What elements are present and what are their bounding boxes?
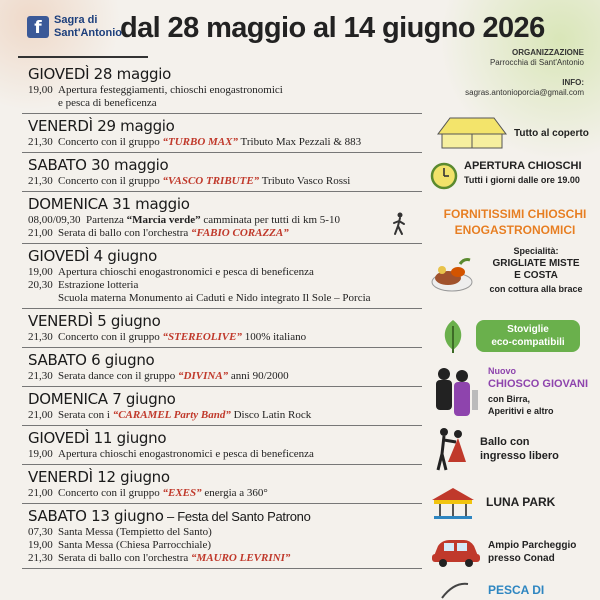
performer-name: “CARAMEL Party Band” xyxy=(112,409,231,421)
event-text: Tributo Vasco Rossi xyxy=(259,175,351,187)
event-time: 19,00 xyxy=(28,84,53,96)
raffle-block xyxy=(430,582,600,600)
eco-line2: eco-compatibili xyxy=(491,337,565,348)
event-line xyxy=(28,279,422,292)
event-text: Tributo Max Pezzali & 883 xyxy=(237,136,362,148)
event-highlight: “Marcia verde” xyxy=(126,214,201,226)
event-row xyxy=(22,348,422,387)
youth-kiosk-block xyxy=(430,366,600,422)
youth-line2: Aperitivi e altro xyxy=(488,406,554,416)
event-text: Concerto con il gruppo xyxy=(58,175,163,187)
kiosk-title: APERTURA CHIOSCHI xyxy=(464,160,582,172)
event-day-extra: – Festa del Santo Patrono xyxy=(163,509,311,524)
event-text: anni 90/2000 xyxy=(228,370,289,382)
event-line xyxy=(28,97,422,110)
specialty-line3: con cottura alla brace xyxy=(489,284,583,294)
page-title: dal 28 maggio al 14 giugno 2026 xyxy=(120,12,545,44)
grill-specialty-block xyxy=(430,246,600,308)
event-description: e pesca di beneficenza xyxy=(58,97,157,109)
event-day-label: DOMENICA 7 giugno xyxy=(28,390,176,408)
car-icon xyxy=(430,534,482,568)
event-row xyxy=(22,426,422,465)
event-time: 21,00 xyxy=(28,409,53,421)
event-time: 19,00 xyxy=(28,448,53,460)
event-text: Concerto con il gruppo xyxy=(58,136,163,148)
event-description: Apertura chioschi enogastronomici e pesca di beneficenza xyxy=(58,448,314,460)
performer-name: “VASCO TRIBUTE” xyxy=(162,175,260,187)
eco-block xyxy=(430,318,600,356)
event-day xyxy=(28,247,422,266)
leaf-icon xyxy=(438,318,468,354)
dance-line2: ingresso libero xyxy=(480,450,559,462)
event-time: 21,00 xyxy=(28,227,53,239)
event-line xyxy=(28,370,422,383)
luna-park-label: LUNA PARK xyxy=(486,495,556,509)
event-row xyxy=(22,465,422,504)
event-description: Apertura chioschi enogastronomici e pesca di beneficenza xyxy=(58,266,314,278)
performer-name: “DIVINA” xyxy=(178,370,229,382)
youth-title: CHIOSCO GIOVANI xyxy=(488,378,589,390)
event-text: Concerto con il gruppo xyxy=(58,331,163,343)
event-time: 08,00/09,30 xyxy=(28,214,81,226)
event-line xyxy=(28,84,422,97)
event-day xyxy=(28,390,422,409)
event-description: Scuola materna Monumento ai Caduti e Nido integrato Il Sole – Porcia xyxy=(58,292,371,304)
event-time xyxy=(28,292,58,305)
event-day-label: DOMENICA 31 maggio xyxy=(28,195,190,213)
specialty-line1: GRIGLIATE MISTE xyxy=(492,258,580,269)
event-day-label: GIOVEDÌ 11 giugno xyxy=(28,429,167,447)
event-line xyxy=(28,266,422,279)
event-time: 21,30 xyxy=(28,331,53,343)
food-heading xyxy=(430,206,600,238)
specialty-line2: E COSTA xyxy=(514,270,558,281)
event-description xyxy=(58,175,422,188)
clock-icon xyxy=(430,162,458,190)
event-day-label: VENERDÌ 29 maggio xyxy=(28,117,175,135)
event-row xyxy=(22,504,422,569)
event-line xyxy=(28,539,422,552)
youth-people-icon xyxy=(430,366,482,420)
youth-new: Nuovo xyxy=(488,366,516,376)
event-line xyxy=(28,487,422,500)
event-time: 19,00 xyxy=(28,266,53,278)
event-row xyxy=(22,387,422,426)
performer-name: “MAURO LEVRINI” xyxy=(191,552,291,564)
eco-line1: Stoviglie xyxy=(507,324,549,335)
event-day xyxy=(28,117,422,136)
eco-badge xyxy=(476,320,580,352)
carousel-icon xyxy=(430,486,476,520)
dance-block xyxy=(430,426,600,476)
event-description: Apertura festeggiamenti, chioschi enogastronomici xyxy=(58,84,283,96)
event-line xyxy=(28,526,422,539)
event-time: 21,30 xyxy=(28,136,53,148)
event-time: 21,00 xyxy=(28,487,53,499)
dancing-couple-icon xyxy=(432,426,470,474)
luna-park-block xyxy=(430,484,600,522)
event-description xyxy=(58,487,422,500)
event-day-label: GIOVEDÌ 4 giugno xyxy=(28,247,157,265)
facebook-page-name: Sagra di Sant'Antonio xyxy=(54,14,122,39)
info-sidebar xyxy=(430,48,600,597)
youth-line1: con Birra, xyxy=(488,394,531,404)
performer-name: “TURBO MAX” xyxy=(162,136,238,148)
parking-line1: Ampio Parcheggio xyxy=(488,540,577,551)
event-day xyxy=(28,156,422,175)
event-line xyxy=(28,331,422,344)
event-line xyxy=(28,552,422,565)
event-line xyxy=(28,292,422,305)
kiosk-subtitle: Tutti i giorni dalle ore 19.00 xyxy=(464,175,580,185)
event-text: 100% italiano xyxy=(241,331,307,343)
event-day-label: SABATO 13 giugno xyxy=(28,507,164,525)
covered-label: Tutto al coperto xyxy=(514,128,589,139)
event-day xyxy=(28,195,422,214)
facebook-icon[interactable]: f xyxy=(27,16,49,38)
event-day xyxy=(28,507,422,526)
event-text: camminata per tutti di km 5-10 xyxy=(200,214,340,226)
event-day xyxy=(28,65,422,84)
event-line xyxy=(28,214,422,227)
event-description xyxy=(86,214,422,227)
event-description xyxy=(58,331,422,344)
contact-email[interactable]: sagras.antonioporcia@gmail.com xyxy=(465,88,584,97)
event-time: 20,30 xyxy=(28,279,53,291)
event-text: energia a 360° xyxy=(201,487,268,499)
event-text: Serata dance con il gruppo xyxy=(58,370,179,382)
event-line xyxy=(28,136,422,149)
runner-icon xyxy=(392,212,406,238)
organization-info xyxy=(430,48,600,98)
event-time: 21,30 xyxy=(28,552,53,564)
performer-name: “STEREOLIVE” xyxy=(162,331,242,343)
covered-area-block xyxy=(430,116,600,152)
event-time: 21,30 xyxy=(28,370,53,382)
event-description xyxy=(58,409,422,422)
event-day xyxy=(28,468,422,487)
event-day-label: VENERDÌ 5 giugno xyxy=(28,312,161,330)
org-name: Parrocchia di Sant'Antonio xyxy=(489,58,584,67)
opening-hours-block xyxy=(430,158,600,194)
event-row xyxy=(22,192,422,244)
food-heading-line2: ENOGASTRONOMICI xyxy=(454,223,576,237)
fishing-rod-icon xyxy=(440,582,470,600)
performer-name: “EXES” xyxy=(162,487,202,499)
raffle-label: PESCA DI xyxy=(488,583,545,597)
event-line xyxy=(28,227,422,240)
event-description: Santa Messa (Chiesa Parrocchiale) xyxy=(58,539,212,551)
event-line xyxy=(28,448,422,461)
event-row xyxy=(22,114,422,153)
info-title: INFO: xyxy=(562,78,584,87)
event-time: 21,30 xyxy=(28,175,53,187)
event-description xyxy=(58,136,422,149)
divider xyxy=(18,56,148,58)
event-day-label: VENERDÌ 12 giugno xyxy=(28,468,170,486)
event-row xyxy=(22,244,422,309)
event-description xyxy=(58,370,422,383)
dance-line1: Ballo con xyxy=(480,436,530,448)
event-time xyxy=(28,97,58,110)
performer-name: “FABIO CORAZZA” xyxy=(191,227,289,239)
food-heading-line1: FORNITISSIMI CHIOSCHI xyxy=(443,207,587,221)
event-day xyxy=(28,312,422,331)
event-text: Serata di ballo con l'orchestra xyxy=(58,552,192,564)
org-title: ORGANIZZAZIONE xyxy=(512,48,584,57)
event-description: Estrazione lotteria xyxy=(58,279,139,291)
event-row xyxy=(22,153,422,192)
event-day xyxy=(28,429,422,448)
tent-icon xyxy=(436,116,508,150)
event-day xyxy=(28,351,422,370)
parking-block xyxy=(430,526,600,576)
event-time: 07,30 xyxy=(28,526,53,538)
event-description xyxy=(58,227,422,240)
event-day-label: SABATO 6 giugno xyxy=(28,351,155,369)
event-row xyxy=(22,62,422,114)
event-text: Disco Latin Rock xyxy=(230,409,312,421)
event-day-label: SABATO 30 maggio xyxy=(28,156,169,174)
event-row xyxy=(22,309,422,348)
specialty-title: Specialità: xyxy=(513,246,559,256)
event-line xyxy=(28,175,422,188)
event-description: Santa Messa (Tempietto del Santo) xyxy=(58,526,212,538)
event-text: Concerto con il gruppo xyxy=(58,487,163,499)
event-text: Serata con i xyxy=(58,409,113,421)
event-description xyxy=(58,552,422,565)
event-line xyxy=(28,409,422,422)
event-text: Partenza xyxy=(86,214,127,226)
grilled-food-icon xyxy=(430,254,474,294)
events-list xyxy=(22,62,422,569)
event-text: Serata di ballo con l'orchestra xyxy=(58,227,192,239)
parking-line2: presso Conad xyxy=(488,553,555,564)
event-time: 19,00 xyxy=(28,539,53,551)
event-day-label: GIOVEDÌ 28 maggio xyxy=(28,65,172,83)
